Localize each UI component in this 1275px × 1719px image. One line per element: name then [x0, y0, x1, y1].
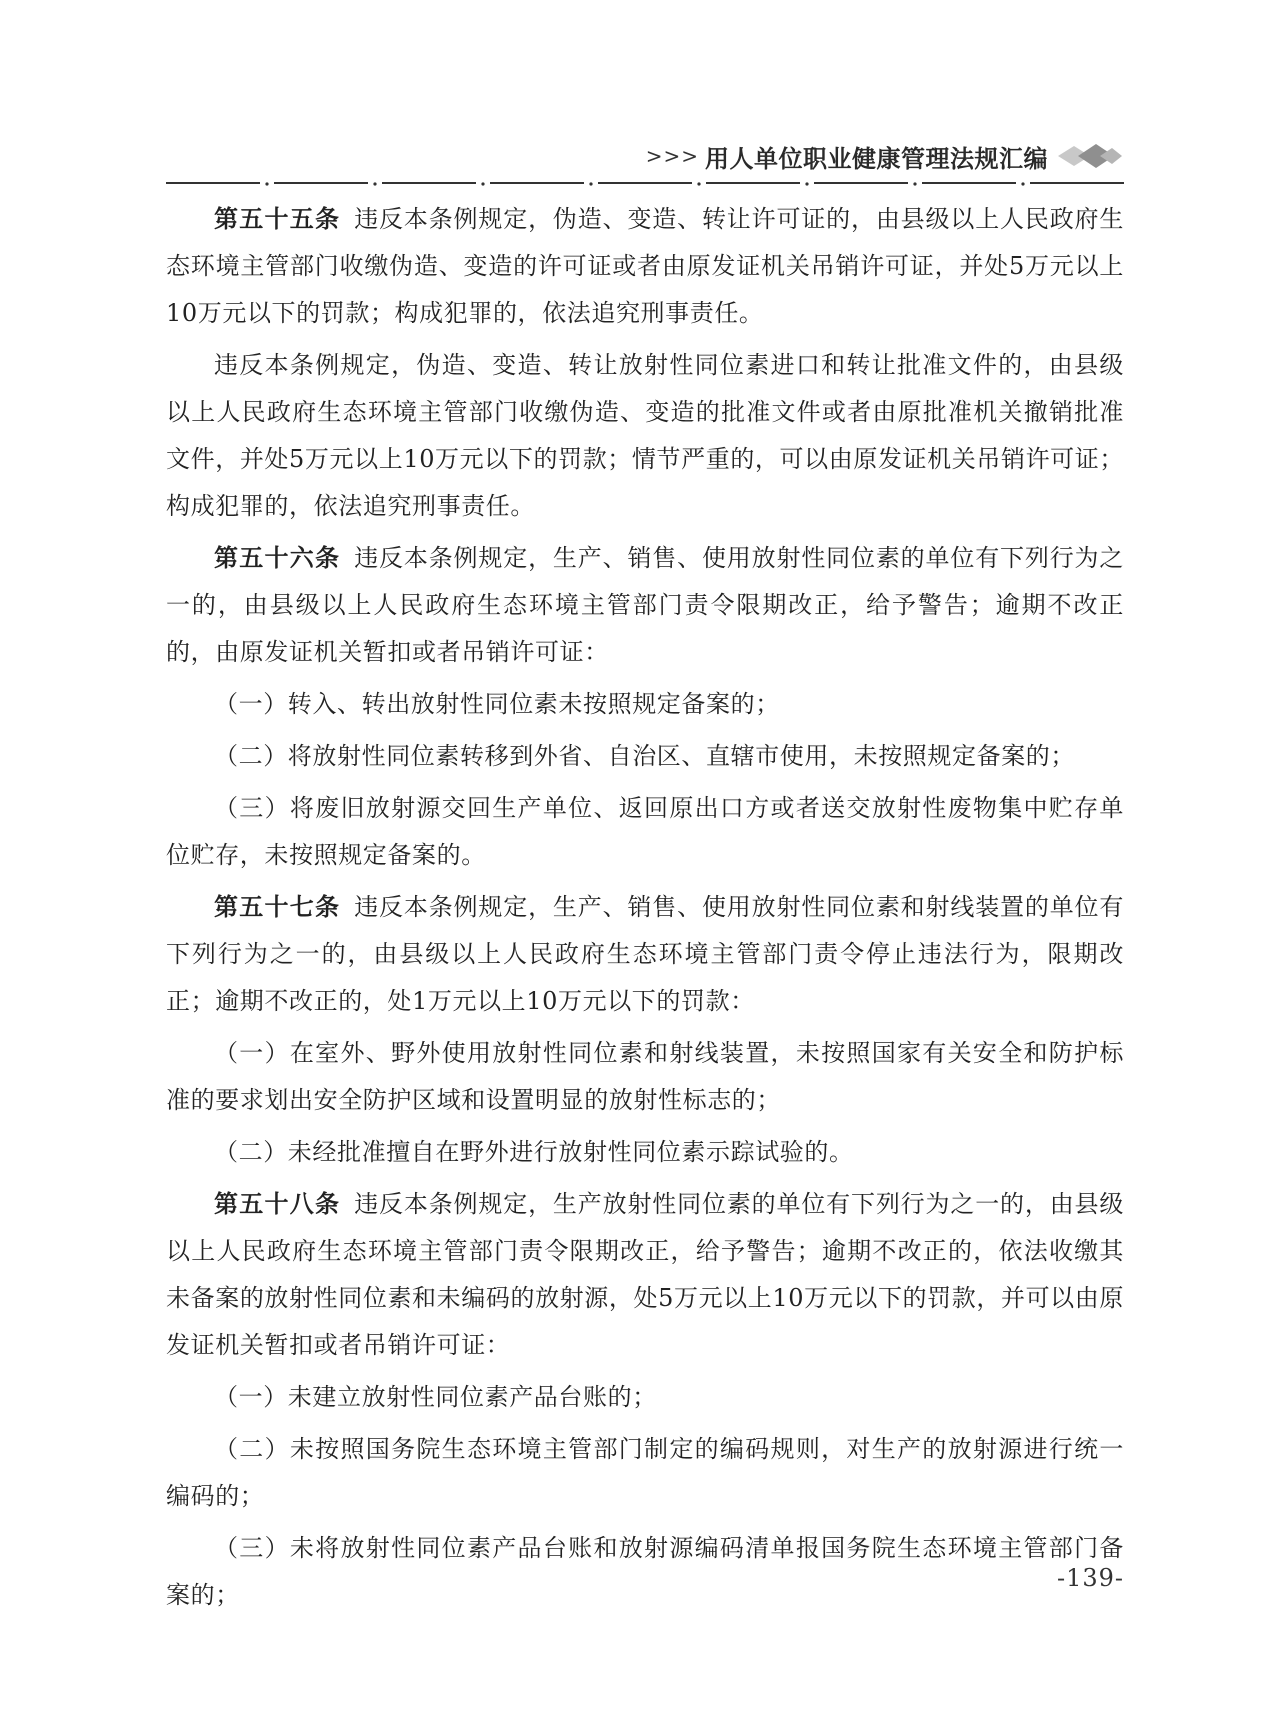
article-number: 第五十六条	[214, 544, 341, 572]
double-diamond-icon	[1056, 143, 1124, 169]
document-body	[166, 196, 1124, 1619]
paragraph-text: （一）转入、转出放射性同位素未按照规定备案的；	[214, 690, 780, 718]
rule-segment	[598, 182, 692, 184]
rule-dot	[697, 182, 700, 185]
header-divider	[166, 180, 1124, 186]
rule-segment	[490, 182, 584, 184]
article-paragraph	[166, 884, 1124, 1025]
body-paragraph	[166, 342, 1124, 530]
rule-segment	[706, 182, 800, 184]
rule-dot	[589, 182, 592, 185]
body-paragraph	[166, 1129, 1124, 1176]
page-number: -139-	[1056, 1564, 1124, 1592]
paragraph-text: （一）未建立放射性同位素产品台账的；	[214, 1383, 657, 1411]
paragraph-text: （三）将废旧放射源交回生产单位、返回原出口方或者送交放射性废物集中贮存单位贮存，未按照规定备案的。	[166, 794, 1124, 869]
header-arrows: >>>	[645, 144, 699, 168]
article-number: 第五十七条	[214, 893, 341, 921]
rule-segment	[382, 182, 476, 184]
paragraph-text: （二）未经批准擅自在野外进行放射性同位素示踪试验的。	[214, 1138, 854, 1166]
rule-dot	[265, 182, 268, 185]
rule-dot	[913, 182, 916, 185]
running-header	[620, 136, 1124, 176]
rule-segment	[814, 182, 908, 184]
body-paragraph	[166, 1374, 1124, 1421]
body-paragraph	[166, 733, 1124, 780]
article-paragraph	[166, 196, 1124, 337]
rule-dot	[805, 182, 808, 185]
rule-segment	[166, 182, 260, 184]
article-paragraph	[166, 1181, 1124, 1369]
rule-dot	[1021, 182, 1024, 185]
rule-segment	[1030, 182, 1124, 184]
paragraph-text: 违反本条例规定，伪造、变造、转让放射性同位素进口和转让批准文件的，由县级以上人民政府生态环境主管部门收缴伪造、变造的批准文件或者由原批准机关撤销批准文件，并处5万元以上10万元以下的罚款；情节严重的，可以由原发证机关吊销许可证；构成犯罪的，依法追究刑事责任。	[166, 351, 1124, 520]
article-number: 第五十五条	[214, 205, 341, 233]
rule-dot	[481, 182, 484, 185]
paragraph-text: 违反本条例规定，生产、销售、使用放射性同位素和射线装置的单位有下列行为之一的，由县级以上人民政府生态环境主管部门责令停止违法行为，限期改正；逾期不改正的，处1万元以上10万元以下的罚款：	[166, 893, 1124, 1015]
body-paragraph	[166, 1030, 1124, 1124]
paragraph-text: 违反本条例规定，生产、销售、使用放射性同位素的单位有下列行为之一的，由县级以上人民政府生态环境主管部门责令限期改正，给予警告；逾期不改正的，由原发证机关暂扣或者吊销许可证：	[166, 544, 1124, 666]
paragraph-text: 违反本条例规定，生产放射性同位素的单位有下列行为之一的，由县级以上人民政府生态环境主管部门责令限期改正，给予警告；逾期不改正的，依法收缴其未备案的放射性同位素和未编码的放射源，处5万元以上10万元以下的罚款，并可以由原发证机关暂扣或者吊销许可证：	[166, 1190, 1124, 1359]
book-title: 用人单位职业健康管理法规汇编	[705, 144, 1048, 173]
body-paragraph	[166, 1525, 1124, 1619]
paragraph-text: （三）未将放射性同位素产品台账和放射源编码清单报国务院生态环境主管部门备案的；	[166, 1534, 1124, 1609]
paragraph-text: 违反本条例规定，伪造、变造、转让许可证的，由县级以上人民政府生态环境主管部门收缴伪造、变造的许可证或者由原发证机关吊销许可证，并处5万元以上10万元以下的罚款；构成犯罪的，依法追究刑事责任。	[166, 205, 1124, 327]
article-number: 第五十八条	[214, 1190, 341, 1218]
paragraph-text: （一）在室外、野外使用放射性同位素和射线装置，未按照国家有关安全和防护标准的要求划出安全防护区域和设置明显的放射性标志的；	[166, 1039, 1124, 1114]
body-paragraph	[166, 785, 1124, 879]
paragraph-text: （二）将放射性同位素转移到外省、自治区、直辖市使用，未按照规定备案的；	[214, 742, 1075, 770]
body-paragraph	[166, 1426, 1124, 1520]
article-paragraph	[166, 535, 1124, 676]
rule-segment	[922, 182, 1016, 184]
body-paragraph	[166, 681, 1124, 728]
paragraph-text: （二）未按照国务院生态环境主管部门制定的编码规则，对生产的放射源进行统一编码的；	[166, 1435, 1124, 1510]
rule-dot	[373, 182, 376, 185]
rule-segment	[274, 182, 368, 184]
